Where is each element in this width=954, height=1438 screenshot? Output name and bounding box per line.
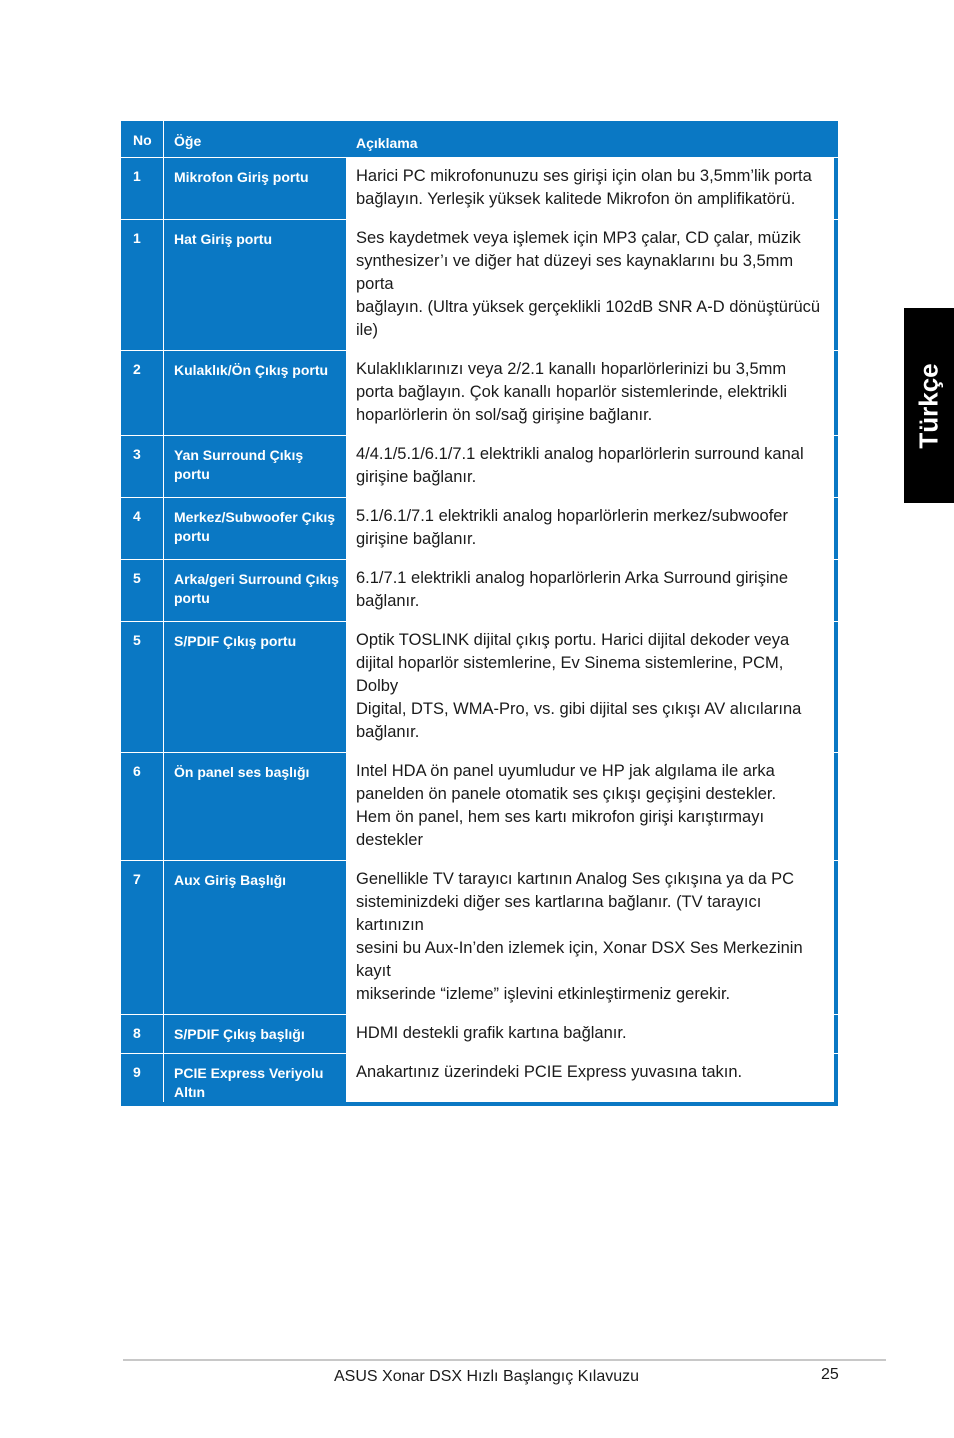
page-number: 25 [821, 1366, 839, 1383]
description-line: porta bağlayın. Çok kanallı hoparlör sistemlerinde, elektrikli [356, 383, 788, 401]
description-line: Genellikle TV tarayıcı kartının Analog Ses çıkışına ya da PC [356, 870, 795, 888]
table-row [121, 559, 838, 621]
row-number: 5 [121, 560, 164, 621]
description-line: synthesizer’ı ve diğer hat düzeyi ses kaynaklarını bu 3,5mm porta [356, 252, 794, 293]
table-row [121, 497, 838, 559]
description-line: ile) [356, 321, 379, 339]
row-description [346, 753, 834, 860]
description-line: bağlanır. [356, 723, 420, 741]
table-header-row [121, 121, 838, 157]
row-item-name: Kulaklık/Ön Çıkış portu [174, 362, 329, 378]
table-row [121, 350, 838, 435]
row-number: 8 [121, 1015, 164, 1053]
row-description [346, 1054, 834, 1102]
row-description [346, 220, 834, 350]
row-number: 3 [121, 436, 164, 497]
description-line: HDMI destekli grafik kartına bağlanır. [356, 1024, 627, 1042]
footer-title: ASUS Xonar DSX Hızlı Başlangıç Kılavuzu [334, 1368, 640, 1385]
row-item-name: Mikrofon Giriş portu [174, 169, 309, 185]
row-number: 6 [121, 753, 164, 860]
row-item-name: S/PDIF Çıkış portu [174, 633, 297, 649]
row-item-name: Merkez/Subwoofer Çıkış portu [174, 509, 336, 544]
table-row [121, 1014, 838, 1053]
description-line: Anakartınız üzerindeki PCIE Express yuvasına takın. [356, 1063, 743, 1081]
row-description [346, 622, 834, 752]
row-item-name: Ön panel ses başlığı [174, 764, 310, 780]
header-item: Öğe [174, 133, 202, 149]
description-line: bağlayın. Yerleşik yüksek kalitede Mikrofon ön amplifikatörü. [356, 190, 796, 208]
row-number: 7 [121, 861, 164, 1014]
description-line: panelden ön panele otomatik ses çıkışı geçişini destekler. [356, 785, 777, 803]
row-number: 1 [121, 220, 164, 350]
description-line: Digital, DTS, WMA-Pro, vs. gibi dijital ses çıkışı AV alıcılarına [356, 700, 802, 718]
row-item-name: Hat Giriş portu [174, 231, 273, 247]
table-row [121, 219, 838, 350]
table-row [121, 435, 838, 497]
row-number: 9 [121, 1054, 164, 1102]
description-line: Hem ön panel, hem ses kartı mikrofon girişi karıştırmayı destekler [356, 808, 765, 849]
description-line: mikserinde “izleme” işlevini etkinleştirmeniz gerekir. [356, 985, 731, 1003]
row-description [346, 560, 834, 621]
language-side-tab [904, 308, 954, 503]
table-row [121, 1053, 838, 1102]
language-side-tab-label: Türkçe [913, 362, 944, 449]
header-description: Açıklama [356, 135, 418, 151]
row-number: 1 [121, 158, 164, 219]
row-item-name: PCIE Express Veriyolu Altın [174, 1065, 324, 1100]
description-line: sesini bu Aux-In’den izlemek için, Xonar DSX Ses Merkezinin kayıt [356, 939, 803, 980]
description-line: Ses kaydetmek veya işlemek için MP3 çalar, CD çalar, müzik [356, 229, 801, 247]
row-item-name: Aux Giriş Başlığı [174, 872, 287, 888]
row-description [346, 351, 834, 435]
description-line: 5.1/6.1/7.1 elektrikli analog hoparlörlerin merkez/subwoofer [356, 507, 788, 525]
description-line: Harici PC mikrofonunuzu ses girişi için olan bu 3,5mm’lik porta [356, 167, 812, 185]
row-description [346, 158, 834, 219]
row-item-name: Yan Surround Çıkış portu [174, 447, 304, 482]
table-row [121, 860, 838, 1014]
description-line: Optik TOSLINK dijital çıkış portu. Harici dijital dekoder veya [356, 631, 790, 649]
table-row [121, 752, 838, 860]
table-body [121, 157, 838, 1102]
description-line: 4/4.1/5.1/6.1/7.1 elektrikli analog hoparlörlerin surround kanal [356, 445, 804, 463]
specification-table [121, 121, 838, 1106]
row-number: 5 [121, 622, 164, 752]
row-number: 2 [121, 351, 164, 435]
description-line: bağlanır. [356, 592, 420, 610]
table-row [121, 157, 838, 219]
description-line: girişine bağlanır. [356, 468, 477, 486]
description-line: 6.1/7.1 elektrikli analog hoparlörlerin Arka Surround girişine [356, 569, 788, 587]
description-line: Intel HDA ön panel uyumludur ve HP jak algılama ile arka [356, 762, 775, 780]
description-line: sisteminizdeki diğer ses kartlarına bağlanır. (TV tarayıcı kartınızın [356, 893, 762, 934]
row-description [346, 1015, 834, 1053]
row-number: 4 [121, 498, 164, 559]
table-row [121, 621, 838, 752]
row-description [346, 498, 834, 559]
description-line: bağlayın. (Ultra yüksek gerçeklikli 102dB SNR A-D dönüştürücü [356, 298, 821, 316]
description-line: hoparlörlerin ön sol/sağ girişine bağlanır. [356, 406, 653, 424]
description-line: dijital hoparlör sistemlerine, Ev Sinema sistemlerine, PCM, Dolby [356, 654, 784, 695]
row-item-name: Arka/geri Surround Çıkış portu [174, 571, 339, 606]
row-description [346, 436, 834, 497]
row-item-name: S/PDIF Çıkış başlığı [174, 1026, 305, 1042]
header-no: No [121, 121, 164, 157]
description-line: girişine bağlanır. [356, 530, 477, 548]
description-line: Kulaklıklarınızı veya 2/2.1 kanallı hoparlörlerinizi bu 3,5mm [356, 360, 787, 378]
row-description [346, 861, 834, 1014]
footer-divider [123, 1359, 886, 1361]
